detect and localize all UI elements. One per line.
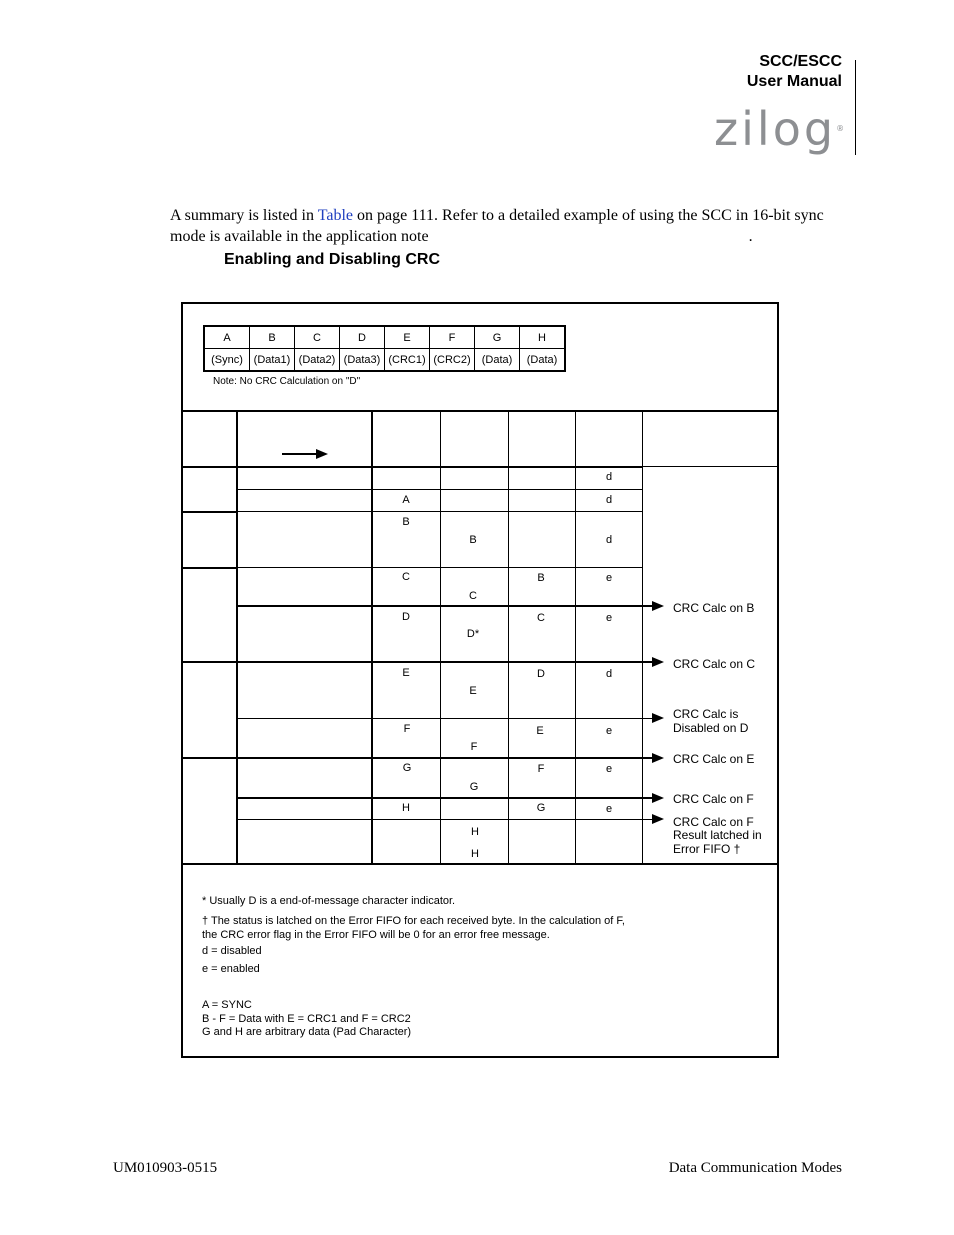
- annotation-crc-disabled-2: Disabled on D: [673, 721, 749, 735]
- figure-note: G and H are arbitrary data (Pad Character): [202, 1026, 412, 1038]
- annotation-crc-disabled-1: CRC Calc is: [673, 707, 739, 721]
- seq-label: (Data): [520, 349, 566, 372]
- grid-cell: F: [470, 741, 478, 753]
- figure-note: B - F = Data with E = CRC1 and F = CRC2: [202, 1013, 411, 1025]
- footer-section: Data Communication Modes: [668, 1160, 842, 1176]
- figure-note: e = enabled: [202, 963, 260, 975]
- figure-note: A = SYNC: [202, 999, 252, 1011]
- direction-arrow-head: [316, 449, 328, 459]
- annotation-crc-b: CRC Calc on B: [673, 601, 755, 615]
- byte-sequence-table: [203, 325, 566, 372]
- sequence-note: Note: No CRC Calculation on "D": [213, 376, 361, 387]
- grid-cell: E: [469, 685, 477, 697]
- figure-note: d = disabled: [202, 945, 262, 957]
- grid-cell: D*: [466, 628, 480, 640]
- grid-cell: F: [537, 763, 545, 775]
- grid-cell: F: [403, 723, 411, 735]
- grid-cell: G: [402, 762, 412, 774]
- grid-row-line: [237, 797, 653, 799]
- seq-letter: B: [250, 326, 295, 349]
- annotation-arrow-head: [652, 657, 664, 667]
- grid-col-line: [642, 410, 643, 864]
- grid-row-line: [183, 661, 653, 663]
- grid-col-line: [371, 410, 373, 864]
- grid-col-line: [575, 410, 576, 864]
- grid-cell: A: [402, 494, 410, 506]
- seq-label: (Data2): [295, 349, 340, 372]
- grid-cell: G: [469, 781, 479, 793]
- grid-row-line: [237, 605, 653, 607]
- grid-cell: e: [605, 612, 613, 624]
- grid-cell: e: [605, 572, 613, 584]
- seq-letter: A: [204, 326, 250, 349]
- grid-cell: H: [402, 802, 410, 814]
- intro-text-1: A summary is listed in: [170, 207, 318, 224]
- grid-cell: E: [536, 725, 544, 737]
- seq-label: (CRC1): [385, 349, 430, 372]
- zilog-logo: [714, 102, 848, 156]
- header-divider: [855, 60, 856, 155]
- grid-row-line: [183, 567, 237, 569]
- grid-row-line: [237, 489, 643, 490]
- grid-col-line: [236, 410, 238, 864]
- seq-letter: F: [430, 326, 475, 349]
- sequence-letters-row: [204, 326, 565, 349]
- intro-text-2: on page 111. Refer to a detailed example of using the SCC in 16-bit sync mode is available in the application note: [170, 207, 824, 245]
- grid-row-line: [237, 511, 643, 512]
- seq-label: (Data): [475, 349, 520, 372]
- seq-letter: H: [520, 326, 566, 349]
- seq-label: (CRC2): [430, 349, 475, 372]
- grid-row-line: [237, 819, 653, 820]
- seq-label: (Data1): [250, 349, 295, 372]
- grid-cell: D: [537, 668, 545, 680]
- grid-cell: D: [402, 611, 410, 623]
- registered-mark: ®: [836, 124, 848, 133]
- seq-letter: C: [295, 326, 340, 349]
- grid-row-line: [237, 567, 643, 568]
- grid-col-line: [440, 410, 441, 864]
- annotation-crc-c: CRC Calc on C: [673, 657, 756, 671]
- doc-subtitle: User Manual: [746, 73, 842, 90]
- annotation-crc-f-latched-1: CRC Calc on F: [673, 815, 754, 829]
- grid-cell: H: [471, 848, 479, 860]
- zilog-logo-text: zilog: [714, 102, 837, 156]
- grid-cell: e: [605, 725, 613, 737]
- grid-row-line: [183, 757, 653, 759]
- annotation-crc-e: CRC Calc on E: [673, 752, 755, 766]
- annotation-arrow-head: [652, 601, 664, 611]
- grid-cell: d: [605, 534, 613, 546]
- grid-row-line: [183, 511, 237, 513]
- grid-top-line: [183, 410, 777, 412]
- annotation-crc-f-latched-2: Result latched in: [673, 828, 762, 842]
- grid-cell: B: [537, 572, 545, 584]
- seq-label: (Sync): [204, 349, 250, 372]
- grid-cell: B: [469, 534, 477, 546]
- grid-row-line: [237, 718, 653, 719]
- figure-note: the CRC error flag in the Error FIFO will be 0 for an error free message.: [202, 929, 550, 941]
- grid-cell: d: [605, 668, 613, 680]
- grid-cell: d: [605, 471, 613, 483]
- seq-letter: E: [385, 326, 430, 349]
- grid-cell: d: [605, 494, 613, 506]
- seq-letter: D: [340, 326, 385, 349]
- grid-cell: E: [402, 667, 410, 679]
- figure-frame: [181, 302, 779, 1058]
- grid-col-line: [508, 410, 509, 864]
- sequence-labels-row: [204, 349, 565, 372]
- grid-cell: H: [471, 826, 479, 838]
- doc-title: SCC/ESCC: [759, 53, 842, 70]
- grid-cell: e: [605, 763, 613, 775]
- grid-cell: C: [469, 590, 477, 602]
- figure-note: * Usually D is a end-of-message character indicator.: [202, 895, 456, 907]
- grid-cell: C: [537, 612, 545, 624]
- annotation-crc-f-latched-3: Error FIFO †: [673, 842, 741, 856]
- intro-text-3: .: [748, 228, 753, 245]
- footer-doc-number: UM010903-0515: [113, 1160, 218, 1176]
- annotation-arrow-head: [652, 814, 664, 824]
- grid-cell: G: [536, 802, 546, 814]
- figure-note: † The status is latched on the Error FIFO for each received byte. In the calculation of F,: [202, 915, 625, 927]
- annotation-crc-f: CRC Calc on F: [673, 792, 754, 806]
- grid-cell: B: [402, 516, 410, 528]
- direction-arrow-shaft: [282, 453, 318, 455]
- figure-title: Enabling and Disabling CRC: [224, 251, 441, 268]
- grid-header-line: [183, 466, 643, 468]
- grid-bottom-line: [183, 863, 777, 865]
- table-link[interactable]: Table: [317, 207, 354, 224]
- annotation-arrow-head: [652, 713, 664, 723]
- grid-cell: e: [605, 803, 613, 815]
- seq-letter: G: [475, 326, 520, 349]
- annotation-arrow-head: [652, 793, 664, 803]
- seq-label: (Data3): [340, 349, 385, 372]
- intro-paragraph: [170, 205, 840, 247]
- grid-header-line-right: [643, 466, 777, 467]
- grid-cell: C: [402, 571, 410, 583]
- annotation-arrow-head: [652, 753, 664, 763]
